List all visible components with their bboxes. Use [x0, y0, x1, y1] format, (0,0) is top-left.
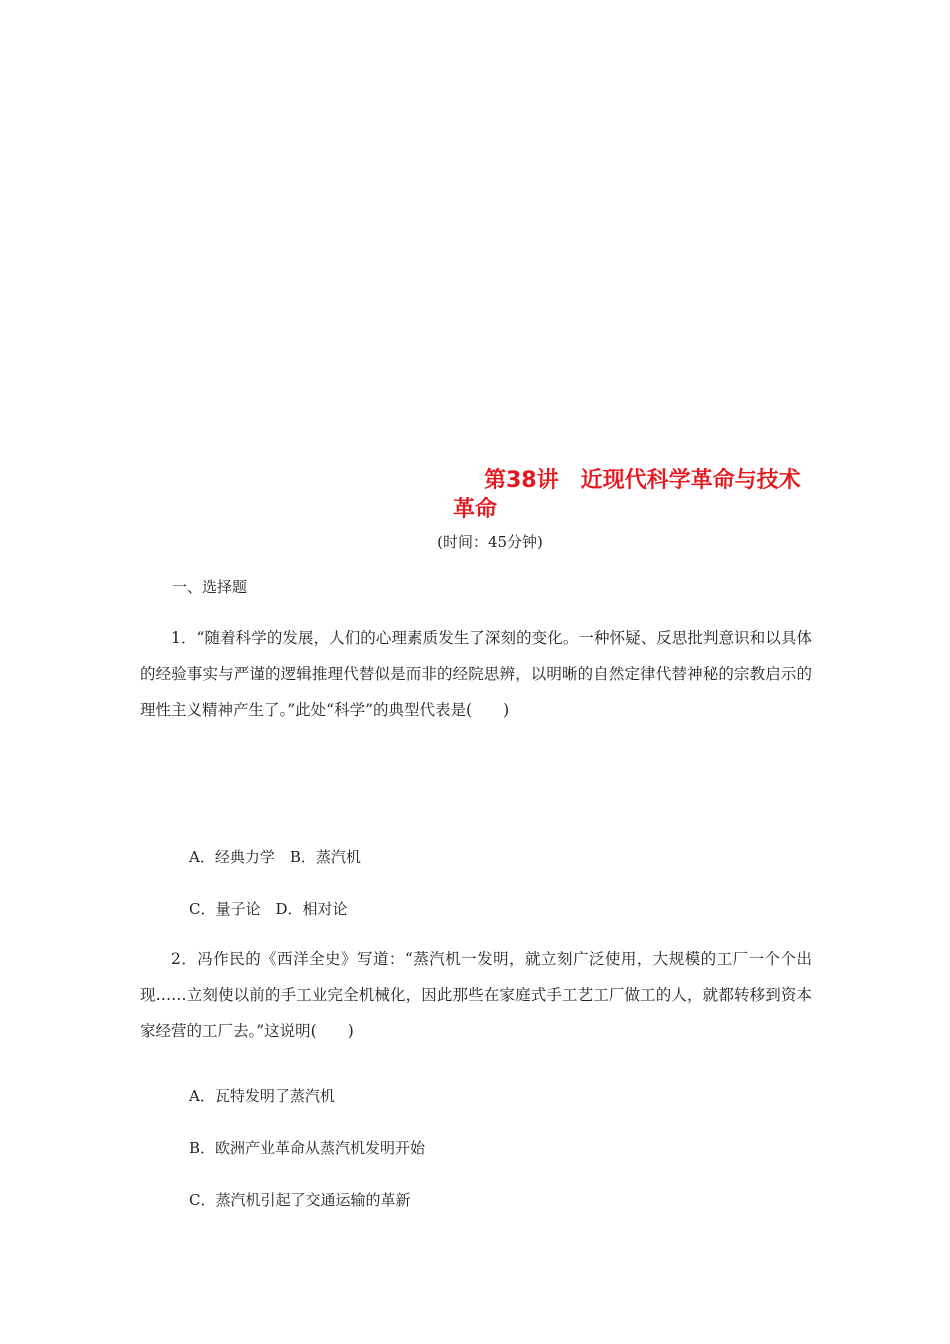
- question-1-stem: 1．“随着科学的发展，人们的心理素质发生了深刻的变化。一种怀疑、反思批判意识和以具体的经验事实与严谨的逻辑推理代替似是而非的经院思辨，以明晰的自然定律代替神秘的宗教启示的理性主义精神产生了。”此处“科学”的典型代表是( ): [140, 629, 812, 719]
- question-1-options-row-2: C．量子论 D．相对论: [189, 900, 348, 918]
- question-2-option-c: C．蒸汽机引起了交通运输的革新: [189, 1191, 411, 1209]
- question-1-options-row-1: A．经典力学 B．蒸汽机: [189, 848, 361, 866]
- question-2-option-b: B．欧洲产业革命从蒸汽机发明开始: [189, 1139, 426, 1157]
- section-heading: 一、选择题: [172, 578, 248, 596]
- question-2-option-a: A．瓦特发明了蒸汽机: [189, 1087, 335, 1105]
- lesson-title-line-2: 革命: [453, 497, 498, 522]
- question-2-stem: 2．冯作民的《西洋全史》写道：“蒸汽机一发明，就立刻广泛使用，大规模的工厂一个个出现……立刻使以前的手工业完全机械化，因此那些在家庭式手工艺工厂做工的人，就都转移到资本家经营的工厂去。”这说明( ): [140, 950, 812, 1040]
- lesson-title: [453, 466, 823, 524]
- lesson-title-line-1: 第38讲 近现代科学革命与技术: [484, 468, 801, 493]
- time-limit-note: (时间：45分钟): [437, 533, 543, 551]
